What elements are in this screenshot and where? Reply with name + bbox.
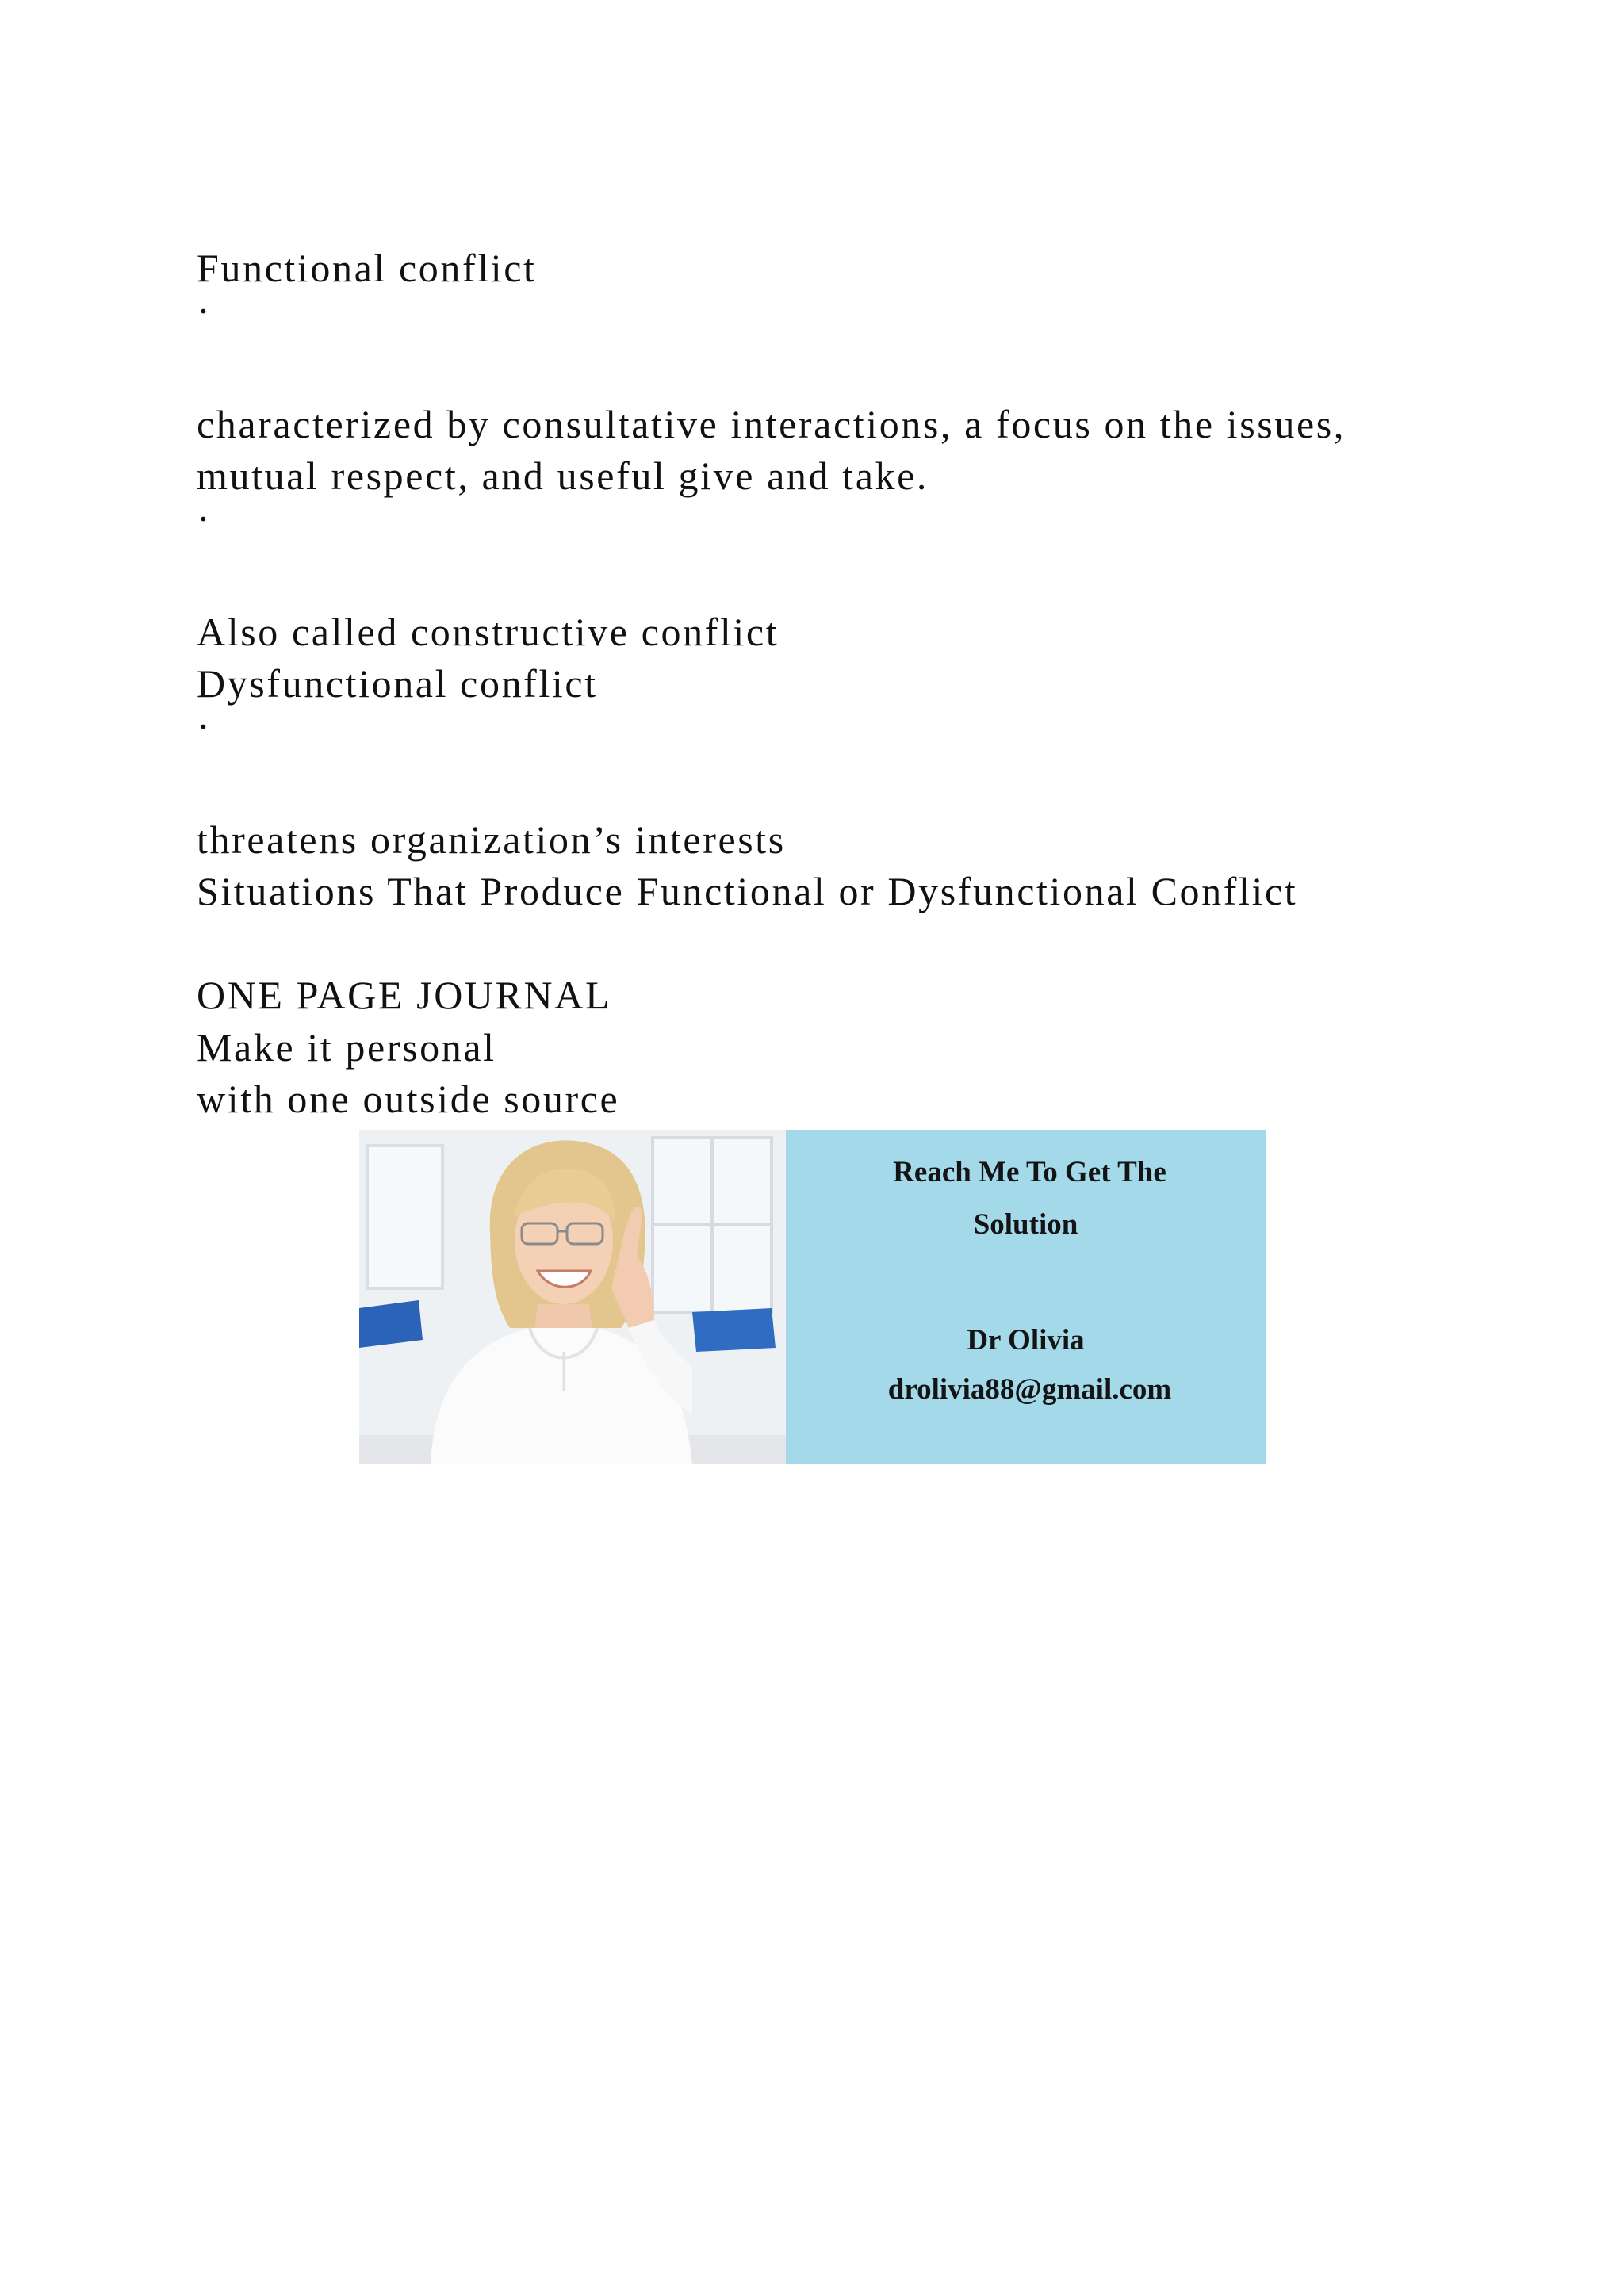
paragraph-gap xyxy=(197,762,1497,814)
heading-functional-conflict: Functional conflict xyxy=(197,246,537,290)
heading-dysfunctional-conflict: Dysfunctional conflict xyxy=(197,661,598,706)
text-line: mutual respect, and useful give and take. xyxy=(197,453,929,498)
paragraph-gap xyxy=(197,346,1497,399)
text-line: characterized by consultative interactions, a focus on the issues, xyxy=(197,401,1346,446)
document-body xyxy=(197,243,1497,1126)
woman-photo xyxy=(359,1130,786,1464)
bullet-marker: · xyxy=(197,288,213,333)
banner-heading-line1: Reach Me To Get The xyxy=(893,1156,1166,1188)
text-line: Also called constructive conflict xyxy=(197,609,779,654)
paragraph-gap xyxy=(197,918,1497,970)
text-line: Situations That Produce Functional or Dysfunctional Conflict xyxy=(197,869,1298,913)
contact-panel xyxy=(786,1130,1266,1464)
paragraph-gap xyxy=(197,554,1497,607)
contact-banner xyxy=(359,1130,1266,1464)
bullet-marker: · xyxy=(197,703,213,748)
bullet-marker: · xyxy=(197,496,213,541)
text-line: with one outside source xyxy=(197,1077,620,1121)
contact-name: Dr Olivia xyxy=(967,1324,1085,1357)
contact-email: drolivia88@gmail.com xyxy=(887,1373,1172,1406)
banner-heading-line2: Solution xyxy=(973,1208,1078,1241)
journal-heading: ONE PAGE JOURNAL xyxy=(197,973,612,1017)
text-line: threatens organization’s interests xyxy=(197,817,786,862)
text-line: Make it personal xyxy=(197,1024,496,1070)
